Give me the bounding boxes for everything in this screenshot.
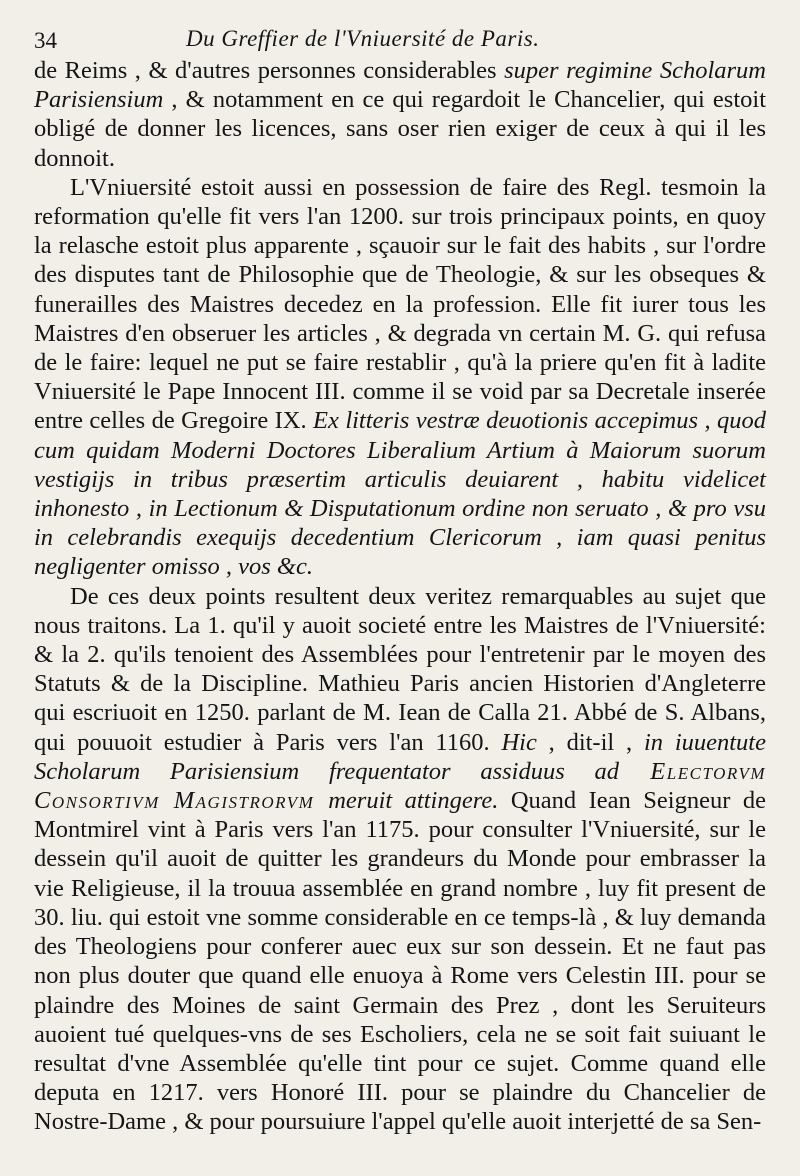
latin-quotation: super regimine Scholarum Parisiensium <box>34 57 766 114</box>
text-run: , & notamment en ce qui regardoit le Chancelier, qui estoit obligé de donner les licences, sans oser rien exiger de ceux à qui il les donnoit. <box>34 86 766 172</box>
running-head <box>34 22 766 56</box>
paragraph <box>34 582 766 1137</box>
body-text <box>34 56 766 1137</box>
running-title: Du Greffier de l'Vniuersité de Paris. <box>186 26 540 51</box>
small-caps-text: Electorvm Consortivm Magistrorvm <box>34 757 766 815</box>
latin-quotation: meruit attingere. <box>328 787 499 815</box>
text-run: De ces deux points resultent deux veritez remarquables au sujet que nous traitons. La 1. qu'il y auoit societé entre les Maistres de l'Vniuersité: & la 2. qu'ils tenoient des Assemblées pour l'entretenir par le moyen des Statuts & de la Discipline. Mathieu Paris ancien Historien d'Angleterre qui escriuoit en 1250. parlant de M. Iean de Calla 21. Abbé de S. Albans, qui pouuoit estudier à Paris vers l'an 1160. <box>34 582 766 756</box>
page-number: 34 <box>34 28 57 53</box>
paragraph <box>34 56 766 173</box>
text-run: L'Vniuersité estoit aussi en possession de faire des Regl. tesmoin la reformation qu'elle fit vers l'an 1200. sur trois principaux points, en quoy la relasche estoit plus apparente , sçauoir sur le fait des habits , sur l'ordre des disputes tant de Philosophie que de Theologie, & sur les obseques & funerailles des Maistres decedez en la profession. Elle fit iurer tous les Maistres d'en obseruer les articles , & degrada vn certain M. G. qui refusa de le faire: lequel ne put se faire restablir , qu'à la priere qu'en fit à ladite Vniuersité le Pape Innocent III. comme il se void par sa Decretale inserée entre celles de Gregoire IX. <box>34 173 766 435</box>
latin-quotation: Hic <box>501 728 537 756</box>
paragraph <box>34 173 766 582</box>
text-run: de Reims , & d'autres personnes considerables <box>34 57 505 84</box>
text-run: , dit-il , <box>536 728 644 756</box>
latin-quotation: Ex litteris vestræ deuotionis accepimus , quod cum quidam Moderni Doctores Liberalium Artium à Maiorum suorum vestigijs in tribus præsertim articulis deuiarent , habitu videlicet inhonesto , in Lectionum & Disputationum ordine non seruato , & pro vsu in celebrandis exequijs decedentium Clericorum , iam quasi penitus negligenter omisso , vos &c. <box>34 407 766 581</box>
latin-quotation: in iuuentute Scholarum Parisiensium frequentator assiduus ad <box>34 728 766 785</box>
text-run: Quand Iean Seigneur de Montmirel vint à Paris vers l'an 1175. pour consulter l'Vniuersité, sur le dessein qu'il auoit de quitter les grandeurs du Monde pour embrasser la vie Religieuse, il la trouua assemblée en grand nombre , luy fit present de 30. liu. qui estoit vne somme considerable en ce temps-là , & luy demanda des Theologiens pour conferer auec eux sur son dessein. Et ne faut pas non plus douter que quand elle enuoya à Rome vers Celestin III. pour se plaindre des Moines de saint Germain des Prez , dont les Seruiteurs auoient tué quelques-vns de ses Escholiers, cela ne se soit fait suiuant le resultat d'vne Assemblée qu'elle tint pour ce sujet. Comme quand elle deputa en 1217. vers Honoré III. pour se plaindre du Chancelier de Nostre-Dame , & pour poursuiure l'appel qu'elle auoit interjetté de sa Sen- <box>34 787 766 1136</box>
